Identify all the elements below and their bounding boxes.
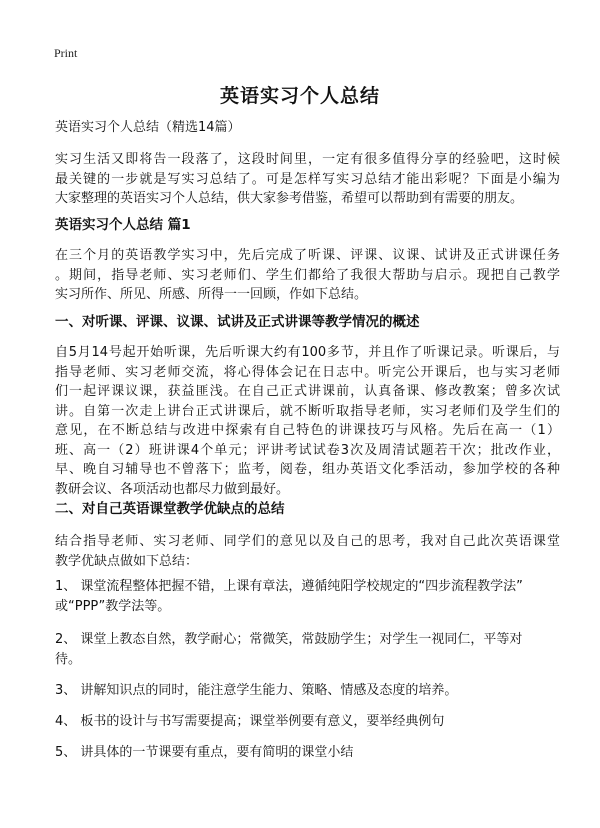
list-item-line: 3、 讲解知识点的同时，能注意学生能力、策略、情感及态度的培养。	[55, 683, 458, 698]
list-item	[55, 577, 560, 616]
paragraph-line: 实习所作、所见、所感、所得一一回顾，作如下总结。	[55, 287, 368, 302]
paragraph-line: 班、高一（2）班讲课4个单元；评讲考试试卷3次及周清试题若干次；批改作业，	[55, 442, 560, 458]
paragraph-line: 意见，在不断总结与改进中探索有自己特色的讲课技巧与风格。先后在高一（1）	[55, 423, 560, 438]
intro-line: 最关键的一步就是写实习总结了。可是怎样写实习总结才能出彩呢？下面是小编为	[55, 171, 560, 187]
list-item-line: 待。	[55, 651, 82, 667]
paragraph-line: 教学优缺点做如下总结：	[55, 553, 199, 569]
paragraph-line: 在三个月的英语教学实习中，先后完成了听课、评课、议课、试讲及正式讲课任务	[55, 248, 560, 263]
paragraph-3	[55, 532, 560, 571]
list-item-line: 或“PPP”教学法等。	[55, 598, 171, 614]
paragraph-line: 结合指导老师、实习老师、同学们的意见以及自己的思考，我对自己此次英语课堂	[55, 534, 560, 549]
intro-line: 实习生活又即将告一段落了，这段时间里，一定有很多值得分享的经验吧，这时候	[55, 152, 560, 167]
list-item-line: 1、 课堂流程整体把握不错，上课有章法，遵循纯阳学校规定的“四步流程教学法”	[55, 579, 523, 594]
list-item-line: 2、 课堂上教态自然，教学耐心；常微笑，常鼓励学生；对学生一视同仁，平等对	[55, 632, 523, 647]
paragraph-1	[55, 246, 560, 305]
paragraph-line: 指导老师、实习老师交流，将心得体会记在日志中。听完公开课后，也与实习老师	[55, 364, 560, 380]
document-title: 英语实习个人总结	[219, 85, 380, 107]
intro-paragraph	[55, 150, 560, 209]
print-link[interactable]: Print	[54, 46, 78, 60]
paragraph-2	[55, 343, 560, 499]
section-title: 英语实习个人总结 篇1	[55, 217, 191, 233]
list-item	[55, 630, 560, 669]
paragraph-line: 们一起评课议课，获益匪浅。在自己正式讲课前，认真备课、修改教案；曾多次试	[55, 384, 560, 399]
list-item	[55, 712, 560, 732]
paragraph-line: 自5月14号起开始听课，先后听课大约有100多节，并且作了听课记录。听课后，与	[55, 345, 560, 360]
list-item	[55, 743, 560, 763]
paragraph-line: 。期间，指导老师、实习老师们、学生们都给了我很大帮助与启示。现把自己教学	[55, 267, 560, 283]
list-item-line: 4、 板书的设计与书写需要提高；课堂举例要有意义，要举经典例句	[55, 714, 445, 729]
paragraph-line: 讲。自第一次走上讲台正式讲课后，就不断听取指导老师，实习老师们及学生们的	[55, 403, 560, 419]
heading-1: 一、对听课、评课、议课、试讲及正式讲课等教学情况的概述	[55, 314, 420, 330]
paragraph-line: 教研会议、各项活动也都尽力做到最好。	[55, 481, 290, 497]
document-subtitle: 英语实习个人总结（精选14篇）	[55, 120, 241, 135]
list-item	[55, 681, 560, 701]
heading-2: 二、对自己英语课堂教学优缺点的总结	[55, 501, 285, 517]
list-item-line: 5、 讲具体的一节课要有重点，要有简明的课堂小结	[55, 745, 354, 760]
intro-line: 大家整理的英语实习个人总结，供大家参考借鉴，希望可以帮助到有需要的朋友。	[55, 191, 524, 206]
paragraph-line: 早、晚自习辅导也不曾落下；监考，阅卷，组办英语文化季活动，参加学校的各种	[55, 462, 560, 477]
